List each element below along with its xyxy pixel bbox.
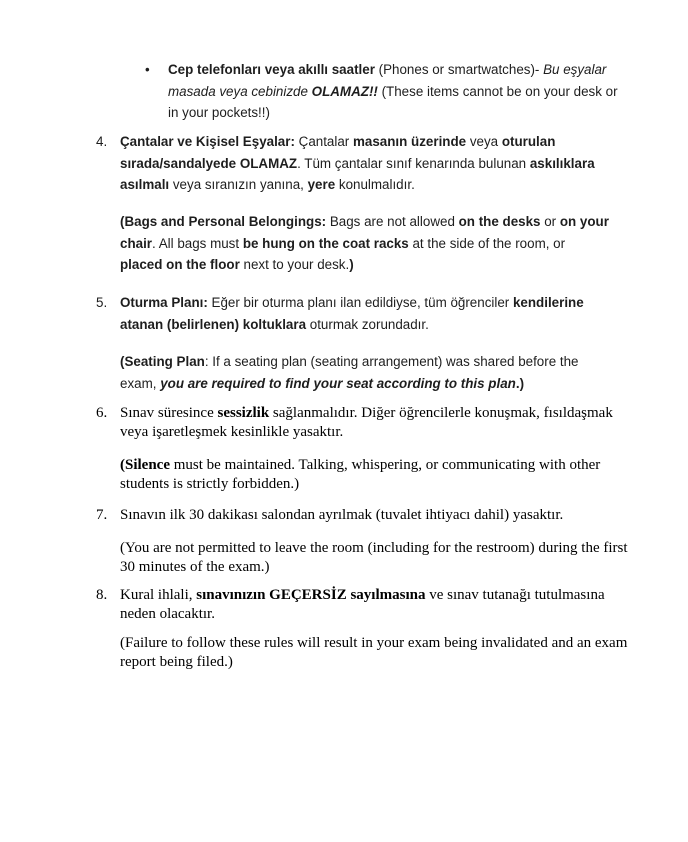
- list-number-5: 5.: [96, 295, 108, 310]
- list-item-5-en: [120, 351, 579, 394]
- list-item-6-tr-text: Sınav süresince sessizlik sağlanmalıdır. Diğer öğrencilerle konuşmak, fısıldaşmak veya işaretleşmek kesinlikle yasaktır.: [120, 405, 613, 440]
- list-number-7: 7.: [96, 507, 108, 523]
- list-item-4-tr-text: Çantalar ve Kişisel Eşyalar: Çantalar masanın üzerinde veya oturulan sırada/sandalyede OLAMAZ. Tüm çantalar sınıf kenarında bulunan askılıklara asılmalı veya sıranızın yanına, yere konulmalıdır.: [120, 134, 595, 192]
- list-number-8: 8.: [96, 587, 108, 603]
- list-item-8-tr: [96, 586, 605, 624]
- list-item-5-tr: [96, 292, 584, 335]
- bullet-item-phones: [145, 59, 618, 124]
- list-item-8-en: [120, 634, 627, 672]
- bullet-item-phones-text: Cep telefonları veya akıllı saatler (Phones or smartwatches)- Bu eşyalar masada veya cebinizde OLAMAZ!! (These items cannot be on your desk or in your pockets!!): [168, 62, 618, 120]
- list-item-4-en-text: (Bags and Personal Belongings: Bags are not allowed on the desks or on your chair. All bags must be hung on the coat racks at the side of the room, or placed on the floor next to your desk.): [120, 214, 609, 272]
- list-item-5-tr-text: Oturma Planı: Eğer bir oturma planı ilan edildiyse, tüm öğrenciler kendilerine atanan (belirlenen) koltuklara oturmak zorundadır.: [120, 295, 584, 332]
- list-item-8-tr-text: Kural ihlali, sınavınızın GEÇERSİZ sayılmasına ve sınav tutanağı tutulmasına neden olacaktır.: [120, 587, 605, 622]
- list-item-7-en-text: (You are not permitted to leave the room (including for the restroom) during the first 30 minutes of the exam.): [120, 540, 628, 575]
- list-item-7-tr-text: Sınavın ilk 30 dakikası salondan ayrılmak (tuvalet ihtiyacı dahil) yasaktır.: [120, 507, 564, 523]
- list-item-6-tr: [96, 404, 613, 442]
- list-item-7-tr: [96, 506, 564, 525]
- list-item-4-tr: [96, 131, 595, 196]
- bullet-marker: •: [145, 62, 150, 77]
- list-item-6-en: [120, 456, 600, 494]
- list-item-4-en: [120, 211, 609, 276]
- list-item-7-en: [120, 539, 628, 577]
- list-item-5-en-text: (Seating Plan: If a seating plan (seating arrangement) was shared before the exam, you are required to find your seat according to this plan.): [120, 354, 579, 391]
- list-item-8-en-text: (Failure to follow these rules will result in your exam being invalidated and an exam report being filed.): [120, 635, 628, 670]
- list-number-6: 6.: [96, 405, 108, 421]
- list-number-4: 4.: [96, 134, 108, 149]
- list-item-6-en-text: (Silence must be maintained. Talking, whispering, or communicating with other students is strictly forbidden.): [120, 457, 601, 492]
